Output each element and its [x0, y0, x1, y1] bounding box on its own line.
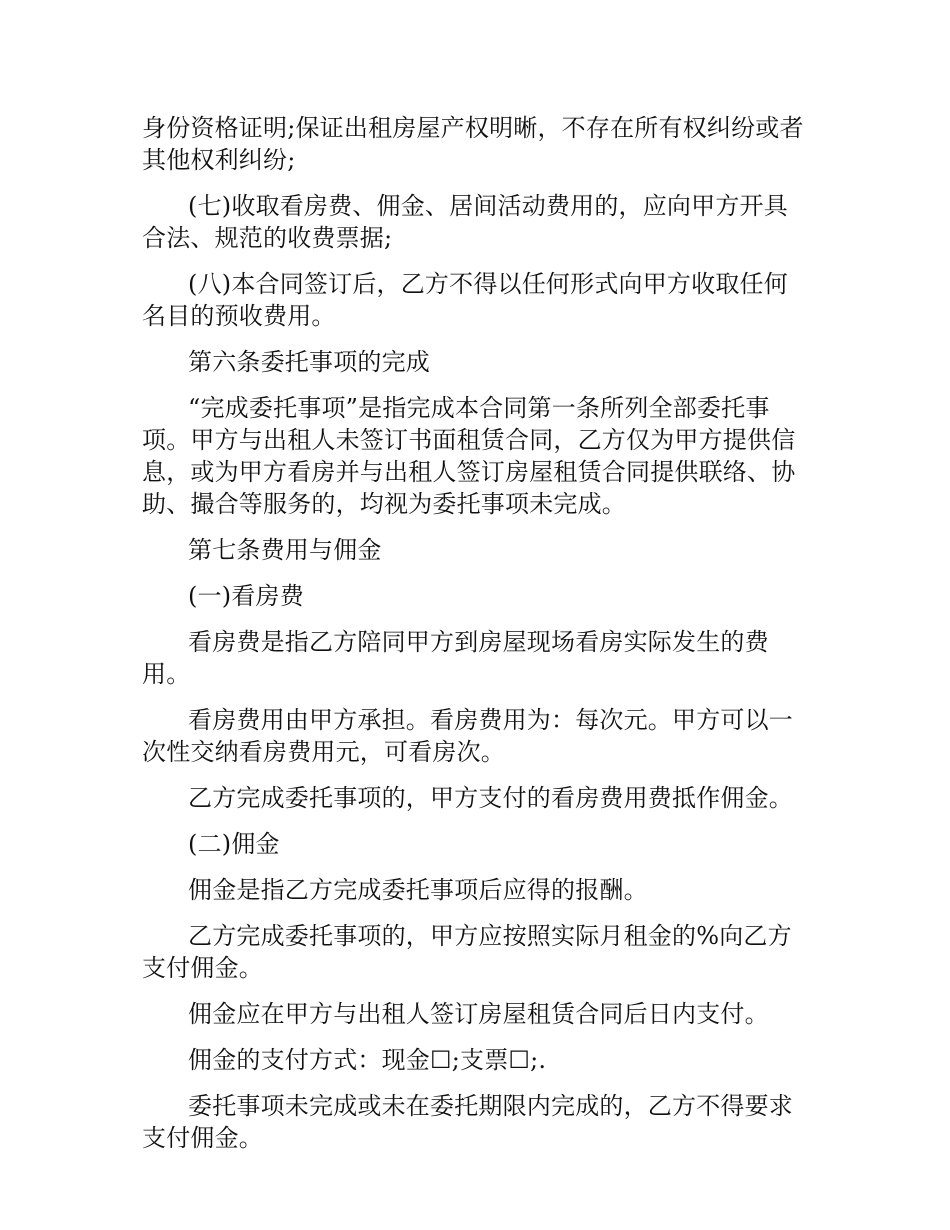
paragraph-clause-8: (八)本合同签订后，乙方不得以任何形式向甲方收取任何名目的预收费用。: [142, 270, 788, 330]
paragraph-continuation: 身份资格证明;保证出租房屋产权明晰，不存在所有权纠纷或者其他权利纠纷;: [142, 114, 804, 174]
paragraph-commission-definition: 佣金是指乙方完成委托事项后应得的报酬。: [188, 876, 648, 904]
paragraph-viewing-fee-definition: 看房费是指乙方陪同甲方到房屋现场看房实际发生的费用。: [142, 628, 769, 688]
subheading-commission: (二)佣金: [188, 830, 280, 858]
paragraph-commission-condition: 委托事项未完成或未在委托期限内完成的，乙方不得要求支付佣金。: [142, 1092, 793, 1152]
paragraph-payment-method: 佣金的支付方式：现金☐;支票☐;.: [188, 1046, 547, 1074]
subheading-viewing-fee: (一)看房费: [188, 582, 304, 610]
paragraph-viewing-fee-amount: 看房费用由甲方承担。看房费用为：每次元。甲方可以一次性交纳看房费用元，可看房次。: [142, 706, 793, 766]
paragraph-commission-deadline: 佣金应在甲方与出租人签订房屋租赁合同后日内支付。: [188, 1000, 769, 1028]
paragraph-completion-definition: “完成委托事项”是指完成本合同第一条所列全部委托事项。甲方与出租人未签订书面租赁合同，乙方仅为甲方提供信息，或为甲方看房并与出租人签订房屋租赁合同提供联络、协助、撮合等服务的，均视为委托事项未完成。: [142, 394, 796, 518]
paragraph-commission-rate: 乙方完成委托事项的，甲方应按照实际月租金的%向乙方支付佣金。: [142, 922, 792, 982]
paragraph-clause-7: (七)收取看房费、佣金、居间活动费用的，应向甲方开具合法、规范的收费票据;: [142, 192, 788, 252]
section-heading-article-7: 第七条费用与佣金: [188, 536, 382, 564]
document-body: [142, 112, 808, 1168]
paragraph-viewing-fee-offset: 乙方完成委托事项的，甲方支付的看房费用费抵作佣金。: [188, 784, 793, 812]
section-heading-article-6: 第六条委托事项的完成: [188, 348, 430, 376]
